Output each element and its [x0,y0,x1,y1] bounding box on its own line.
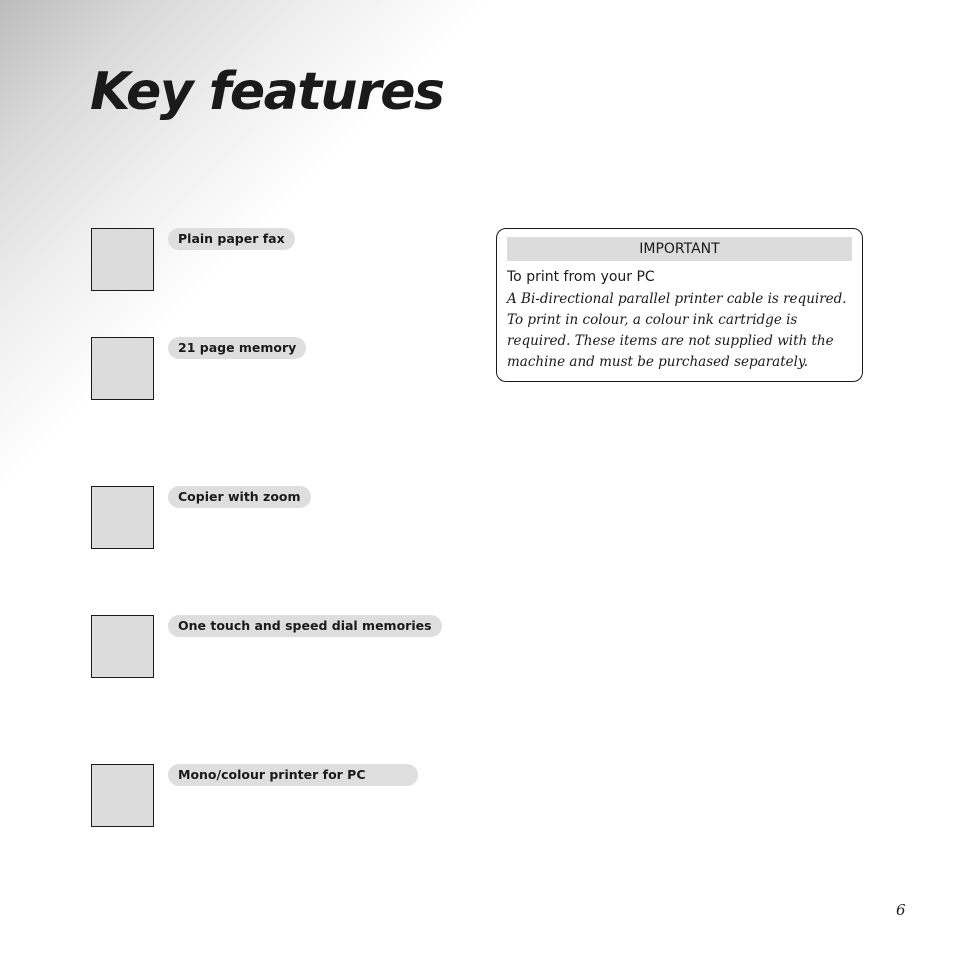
feature-label-plain-paper-fax: Plain paper fax [168,228,295,250]
important-body-line: machine and must be purchased separately. [507,354,809,370]
important-subheading: To print from your PC [507,269,655,285]
feature-image-placeholder [91,764,154,827]
feature-image-placeholder [91,228,154,291]
feature-image-placeholder [91,486,154,549]
page-number: 6 [896,901,906,919]
important-body-line: A Bi-directional parallel printer cable is required. [507,291,847,307]
feature-label-page-memory: 21 page memory [168,337,306,359]
feature-label-copier-with-zoom: Copier with zoom [168,486,311,508]
feature-image-placeholder [91,337,154,400]
important-body-line: required. These items are not supplied with the [507,333,834,349]
feature-label-speed-dial-memories: One touch and speed dial memories [168,615,442,637]
feature-label-printer-for-pc: Mono/colour printer for PC [168,764,418,786]
important-heading: IMPORTANT [507,237,852,261]
important-body [507,289,852,373]
important-notice-box [496,228,863,382]
important-body-line: To print in colour, a colour ink cartridge is [507,312,798,328]
feature-image-placeholder [91,615,154,678]
page-title: Key features [90,62,444,122]
